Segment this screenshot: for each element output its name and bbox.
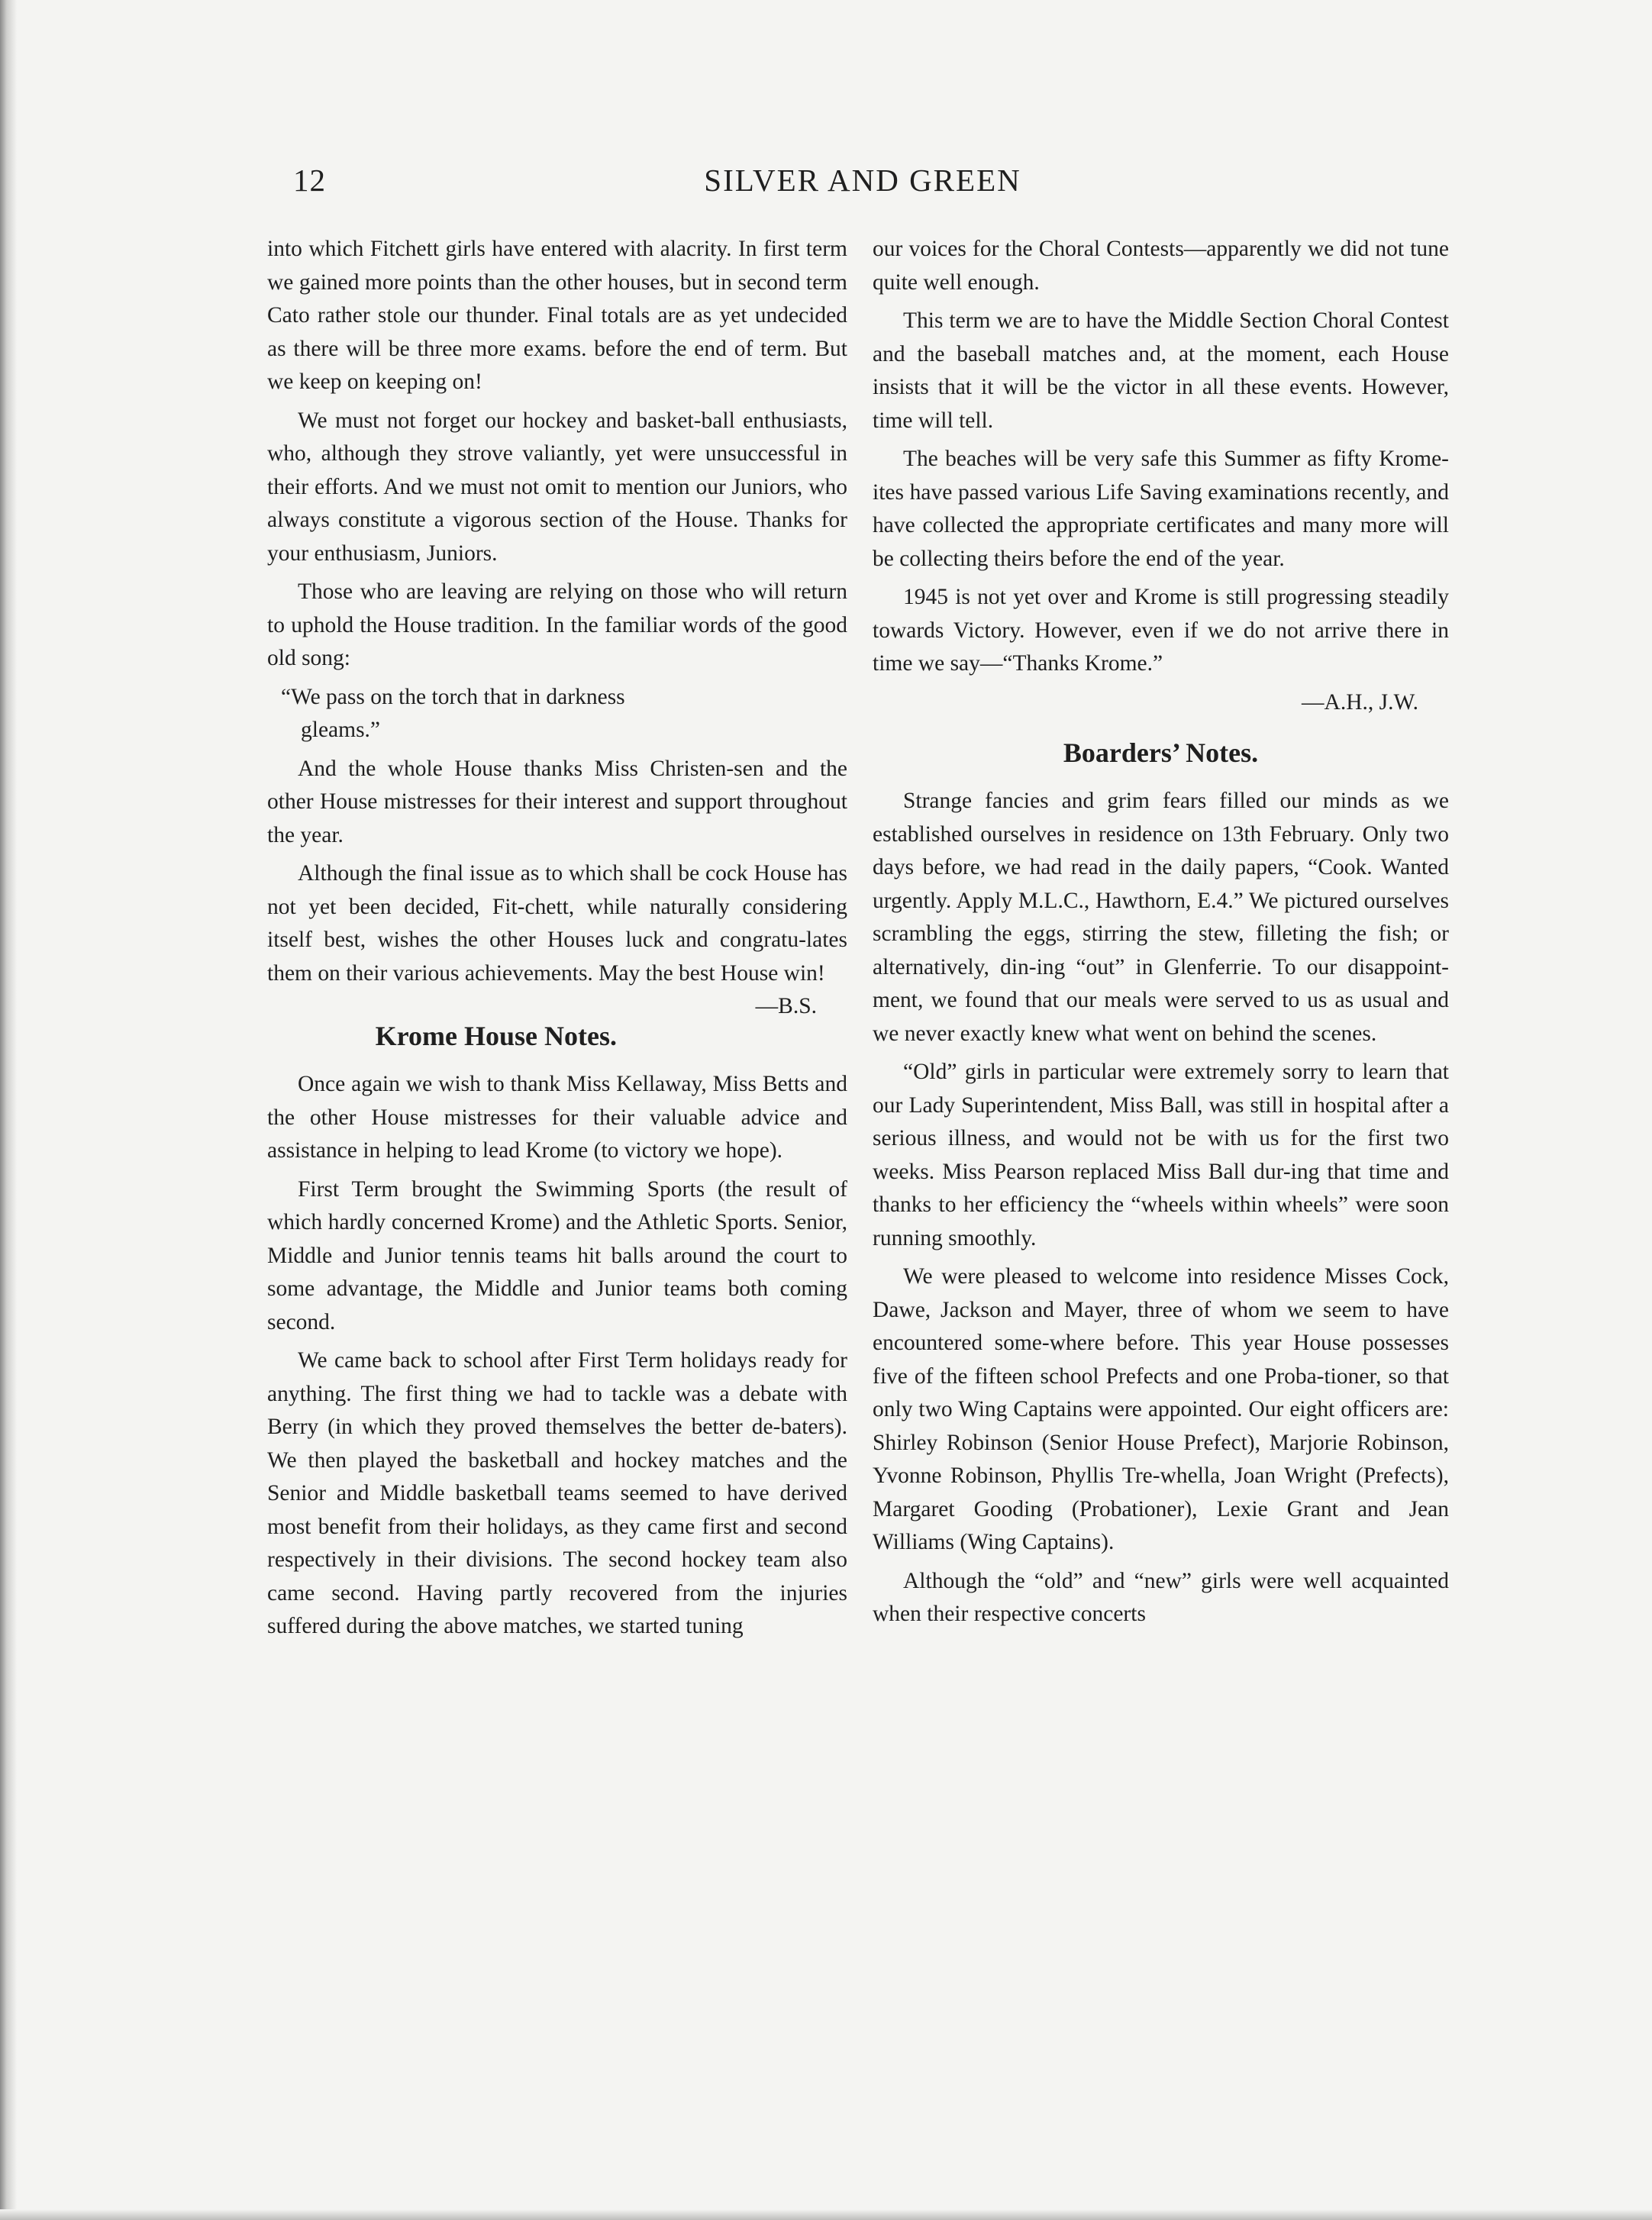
fitchett-paragraph-3: Those who are leaving are relying on those who will return to uphold the House tradition. In the familiar words of the good old song: — [267, 579, 847, 670]
boarders-paragraph-1: Strange fancies and grim fears filled our minds as we established ourselves in residence on 13th February. Only two days before, we had read in the daily papers, “Cook. Wanted urgently. Apply M.L.C., Hawthorn, E.4.” We pictured ourselves scrambling the eggs, stirring the stew, filleting the fish; or alternatively, din-ing “out” in Glenferrie. To our disappoint-ment, we found that our meals were served to us as usual and we never exactly knew what went on behind the scenes. — [873, 789, 1449, 1046]
krome-house-heading: Krome House Notes. — [375, 1021, 617, 1051]
krome-paragraph-5: This term we are to have the Middle Section Choral Contest and the baseball matches and, at the moment, each House insists that it will be the victor in all these events. However, time will tell. — [873, 308, 1449, 433]
song-quote-line-1: “We pass on the torch that in darkness — [281, 684, 625, 709]
krome-paragraph-2: First Term brought the Swimming Sports (the result of which hardly concerned Krome) and the Athletic Sports. Senior, Middle and Junior tennis teams hit balls around the court to some advantage, the Middle and Junior teams both coming second. — [267, 1176, 847, 1334]
fitchett-paragraph-1: into which Fitchett girls have entered with alacrity. In first term we gained more points than the other houses, but in second term Cato rather stole our thunder. Final totals are as yet undecided as there will be three more exams. before the end of term. But we keep on keeping on! — [267, 237, 847, 394]
fitchett-signature: —B.S. — [755, 994, 817, 1018]
krome-paragraph-6: The beaches will be very safe this Summer as fifty Krome-ites have passed various Life Saving examinations recently, and have collected the appropriate certificates and many more will be collecting theirs before the end of the year. — [873, 447, 1449, 571]
fitchett-paragraph-4: And the whole House thanks Miss Christen-sen and the other House mistresses for their interest and support throughout the year. — [267, 756, 847, 847]
krome-paragraph-3: We came back to school after First Term holidays ready for anything. The first thing we had to tackle was a debate with Berry (in which they proved themselves the better de-baters). We then played the basketball and hockey matches and the Senior and Middle basketball teams seemed to have derived most benefit from their holidays, as they came first and second respectively in their divisions. The second hockey team also came second. Having partly recovered from the injuries suffered during the above matches, we started tuning — [267, 1348, 847, 1638]
krome-paragraph-4: our voices for the Choral Contests—apparently we did not tune quite well enough. — [873, 237, 1449, 295]
krome-signature — [873, 686, 1449, 720]
fitchett-paragraph-5-text: Although the final issue as to which shall be cock House has not yet been decided, Fit-chett, while naturally considering itself best, wishes the other Houses luck and congratu-lates them on their various achievements. May the best House win! — [267, 861, 847, 986]
boarders-paragraph-3: We were pleased to welcome into residence Misses Cock, Dawe, Jackson and Mayer, three of whom we seem to have encountered some-where before. This year House possesses five of the fifteen school Prefects and one Proba-tioner, so that only two Wing Captains were appointed. Our eight officers are: Shirley Robinson (Senior House Prefect), Marjorie Robinson, Yvonne Robinson, Phyllis Tre-whella, Joan Wright (Prefects), Margaret Gooding (Probationer), Lexie Grant and Jean Williams (Wing Captains). — [873, 1264, 1449, 1554]
krome-paragraph-7: 1945 is not yet over and Krome is still progressing steadily towards Victory. However, even if we do not arrive there in time we say—“Thanks Krome.” — [873, 585, 1449, 676]
page-edge-shadow — [0, 0, 17, 2220]
krome-signature-text: —A.H., J.W. — [1302, 689, 1418, 715]
boarders-paragraph-2: “Old” girls in particular were extremely sorry to learn that our Lady Superintendent, Miss Ball, was still in hospital after a serious illness, and would not be with us for the first two weeks. Miss Pearson replaced Miss Ball dur-ing that time and thanks to her efficiency the “wheels within wheels” were soon running smoothly. — [873, 1060, 1449, 1250]
page-bottom-shadow — [0, 2209, 1652, 2220]
running-header — [267, 162, 1458, 200]
journal-title: SILVER AND GREEN — [704, 163, 1021, 198]
boarders-paragraph-4: Although the “old” and “new” girls were well acquainted when their respective concerts — [873, 1568, 1449, 1626]
fitchett-paragraph-2: We must not forget our hockey and basket-ball enthusiasts, who, although they strove valiantly, yet were unsuccessful in their efforts. And we must not omit to mention our Juniors, who always constitute a vigorous section of the House. Thanks for your enthusiasm, Juniors. — [267, 408, 847, 566]
song-quote — [267, 681, 847, 747]
right-column — [873, 233, 1449, 1637]
song-quote-line-2: gleams.” — [301, 718, 381, 742]
boarders-notes-heading: Boarders’ Notes. — [1063, 737, 1259, 768]
krome-paragraph-1: Once again we wish to thank Miss Kellaway, Miss Betts and the other House mistresses for their valuable advice and assistance in helping to lead Krome (to victory we hope). — [267, 1072, 847, 1163]
fitchett-paragraph-5 — [267, 857, 847, 1018]
page-number: 12 — [293, 163, 326, 198]
left-column — [267, 233, 847, 1649]
